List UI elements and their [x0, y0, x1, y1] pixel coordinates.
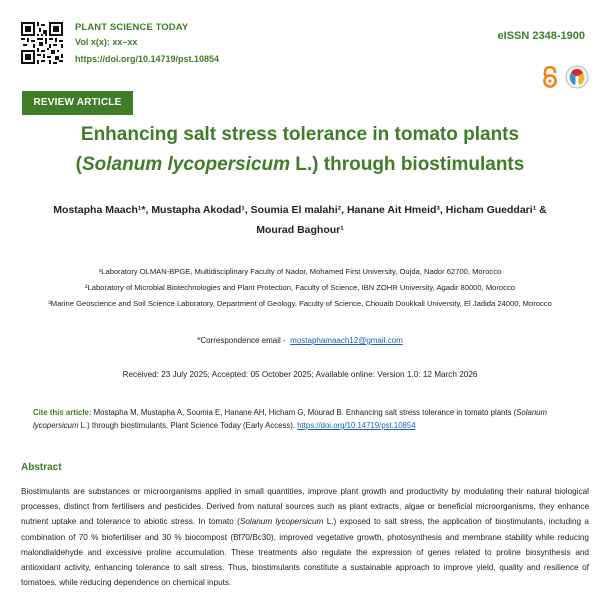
abstract-part-2: L.) exposed to salt stress, the application of biostimulants, including a combination of 70 % biofertiliser and 30 % biocompost (Bf70/Bc30), improved vegetative growth, photosynthesis and membrane stability while reducing malondialdehyde and excessive proline accumulation. These treatments also regulate the expression of genes related to proline biosynthesis and antioxidant activity, enhancing tolerance to salt stress. Thus, biostimulants constitute a sustainable approach to improve yield, quality and resilience of tomatoes, while reducing dependence on chemical inputs.: [21, 517, 589, 588]
abstract-part-1: Biostimulants are substances or microorganisms applied in small quantities, improve plant growth and productivity by modulating their natural biological processes, distinct from fertilisers and pesticides. Derived from natural sources such as plant extracts, algae or beneficial microorganisms, they enhance nutrient uptake and tolerance to abiotic stress. In tomato (: [21, 487, 589, 527]
journal-doi-link[interactable]: https://doi.org/10.14719/pst.10854: [75, 54, 220, 64]
article-dates: Received: 23 July 2025; Accepted: 05 October 2025; Available online: Version 1.0: 12 March 2026: [122, 370, 478, 379]
cite-text-a: Mostapha M, Mustapha A, Soumia E, Hanane AH, Hicham G, Mourad B. Enhancing salt stress tolerance in tomato plants (: [91, 408, 517, 417]
cite-doi-link[interactable]: https://doi.org/10.14719/pst.10854: [297, 421, 416, 430]
title-open-paren: (: [75, 154, 82, 175]
correspondence-label: *Correspondence email -: [197, 336, 286, 345]
open-access-icon: [541, 66, 559, 88]
article-title-line-2: [30, 151, 570, 179]
cite-label: Cite this article:: [33, 408, 92, 417]
affiliation-3: ³Marine Geoscience and Soil Science Laboratory, Department of Geology, Faculty of Science, Chouaib Doukkali University, El Jadida 24000, Morocco: [48, 299, 552, 308]
abstract-heading: Abstract: [21, 462, 62, 473]
title-rest: L.) through biostimulants: [290, 154, 525, 175]
crossmark-icon[interactable]: [565, 65, 589, 89]
article-title-line-1: Enhancing salt stress tolerance in tomato plants: [80, 124, 520, 145]
article-type-badge: REVIEW ARTICLE: [22, 91, 133, 115]
journal-name: PLANT SCIENCE TODAY: [75, 22, 189, 33]
issn: eISSN 2348-1900: [497, 30, 585, 42]
authors-line-1: Mostapha Maach¹*, Mustapha Akodad¹, Soumia El malahi², Hanane Ait Hmeid³, Hicham Gueddari¹ &: [53, 204, 547, 216]
correspondence-email-link[interactable]: mostaphamaach12@gmail.com: [290, 336, 403, 345]
authors-line-2: Mourad Baghour¹: [256, 224, 344, 236]
affiliation-2: ²Laboratory of Microbial Biotechnologies and Plant Protection, Faculty of Science, IBN ZOHR University, Agadir 80000, Morocco: [85, 283, 515, 292]
qr-code-icon: [21, 22, 63, 64]
affiliation-1: ¹Laboratory OLMAN-BPGE, Multidisciplinary Faculty of Nador, Mohamed First University, Oujda, Nador 62700, Morocco: [98, 267, 502, 276]
cite-text-b: L.) through biostimulants. Plant Science Today (Early Access).: [78, 421, 298, 430]
abstract-text: [21, 484, 589, 590]
journal-volume: Vol x(x): xx–xx: [75, 37, 138, 47]
correspondence: [0, 336, 600, 345]
cite-this-article: [33, 406, 573, 432]
abstract-species-name: Solanum lycopersicum: [239, 517, 324, 527]
cite-species-name: Solanum lycopersicum: [33, 408, 547, 430]
title-species-name: Solanum lycopersicum: [82, 154, 291, 175]
